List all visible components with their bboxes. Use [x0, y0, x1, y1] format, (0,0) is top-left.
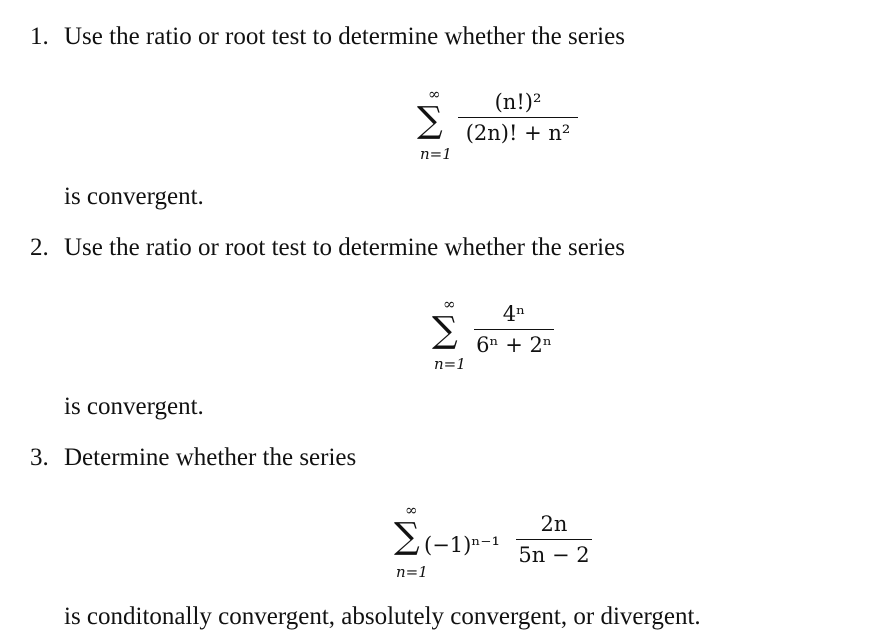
series-fraction: [458, 90, 578, 145]
fraction-bar: [474, 329, 554, 330]
sum-upper-limit: ∞: [443, 295, 456, 313]
sum-lower-limit: n=1: [434, 355, 466, 373]
series-fraction: [474, 302, 554, 357]
fraction-denominator: 6ⁿ + 2ⁿ: [476, 333, 552, 358]
sum-upper-limit: ∞: [428, 85, 441, 103]
alternating-factor: (−1)ⁿ⁻¹: [424, 533, 500, 557]
problem-1-statement: Use the ratio or root test to determine whether the series: [64, 23, 625, 50]
summation-symbol: ∑: [417, 100, 443, 141]
fraction-numerator: 4ⁿ: [502, 302, 526, 326]
problem-3-statement: Determine whether the series: [64, 444, 357, 471]
problem-2-number: 2.: [30, 234, 49, 261]
summation-symbol: ∑: [432, 310, 458, 351]
problem-2-statement: Use the ratio or root test to determine whether the series: [64, 234, 625, 261]
problem-3-number: 3.: [30, 444, 49, 471]
problem-3-conclusion: is conditonally convergent, absolutely convergent, or divergent.: [64, 603, 701, 630]
fraction-numerator: (n!)²: [494, 90, 542, 114]
fraction-bar: [458, 117, 578, 118]
problem-2-conclusion: is convergent.: [64, 393, 204, 420]
sum-lower-limit: n=1: [396, 563, 428, 581]
sum-lower-limit: n=1: [420, 145, 452, 163]
fraction-denominator: 5n − 2: [518, 543, 590, 568]
problem-1-conclusion: is convergent.: [64, 183, 204, 210]
sum-upper-limit: ∞: [405, 501, 418, 519]
fraction-bar: [516, 539, 592, 540]
problem-1-number: 1.: [30, 23, 49, 50]
fraction-denominator: (2n)! + n²: [465, 121, 571, 146]
series-fraction: [516, 512, 592, 567]
fraction-numerator: 2n: [540, 512, 568, 536]
summation-symbol: ∑: [394, 516, 420, 557]
